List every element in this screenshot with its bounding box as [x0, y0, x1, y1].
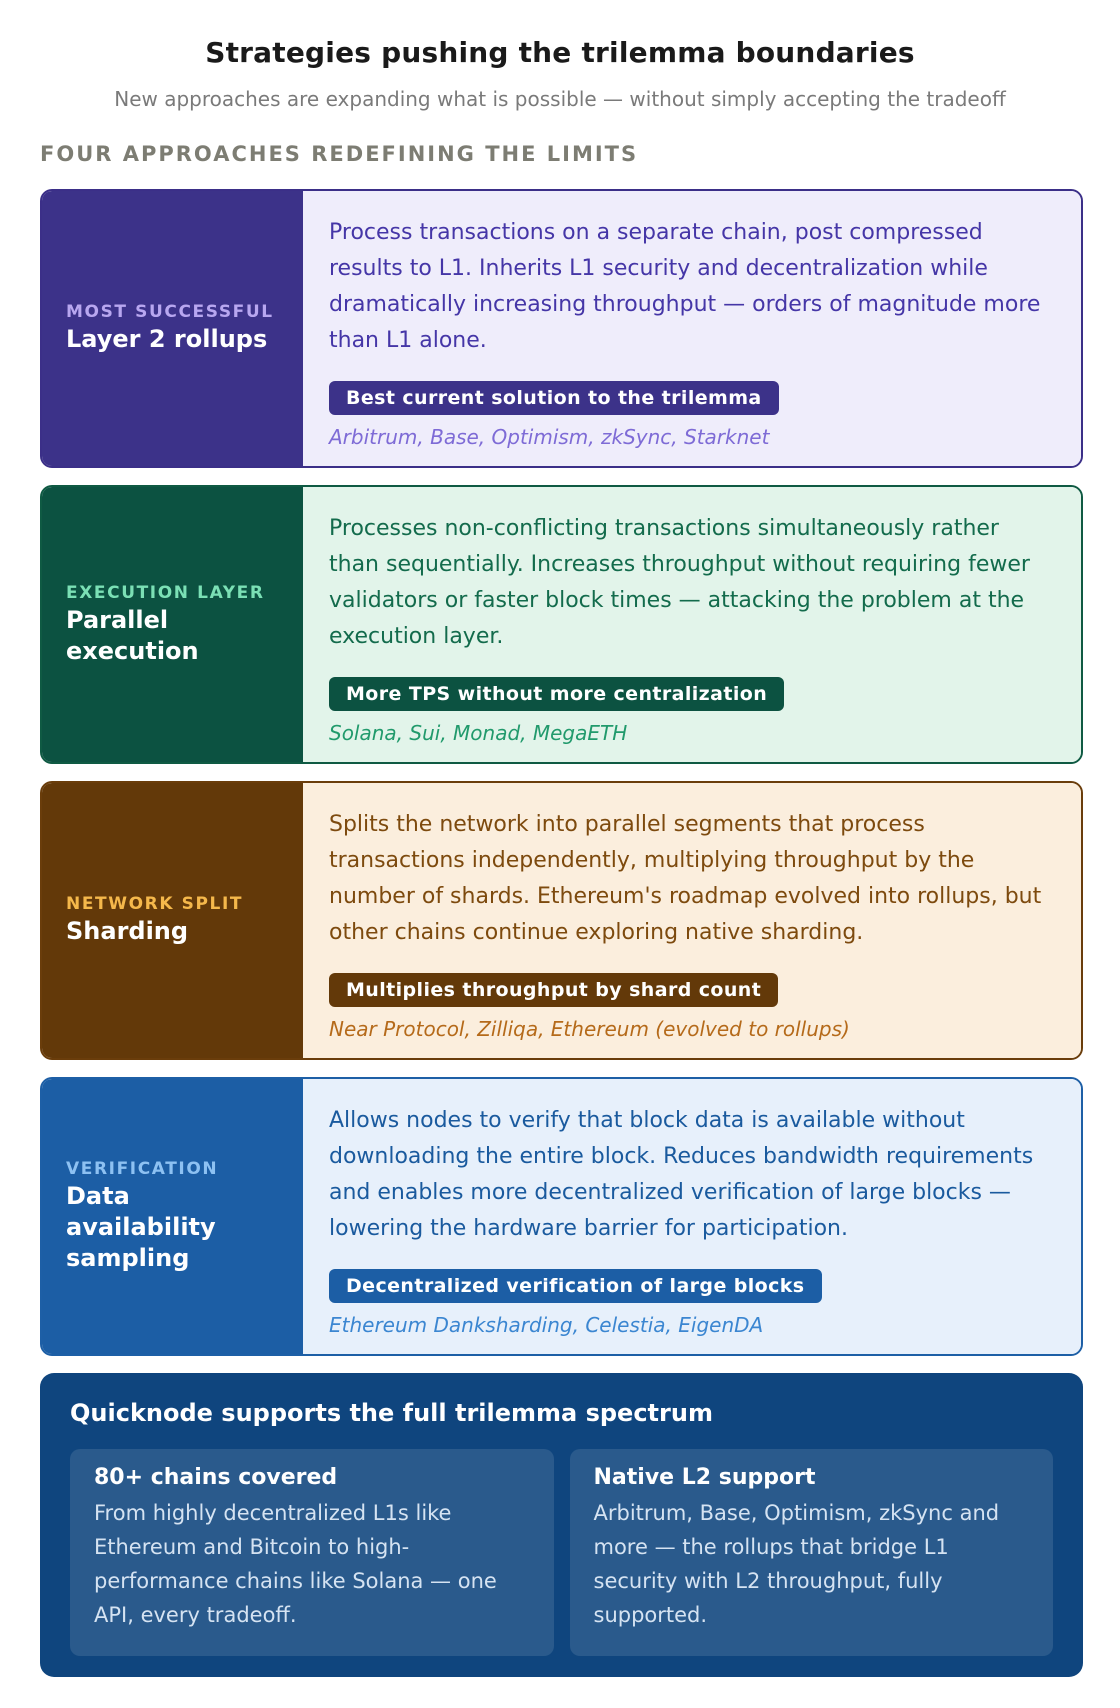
card-badge: Decentralized verification of large blocks	[329, 1269, 822, 1303]
page-subtitle: New approaches are expanding what is possible — without simply accepting the tradeoff	[114, 87, 1006, 111]
card-examples: Solana, Sui, Monad, MegaETH	[329, 721, 628, 745]
support-column-title: 80+ chains covered	[94, 1465, 338, 1490]
card-description: Splits the network into parallel segments that process transactions independently, multiplying throughput by the number of shards. Ethereum's roadmap evolved into rollups, but other chains continue exploring native sharding.	[329, 812, 1042, 945]
card-examples: Near Protocol, Zilliqa, Ethereum (evolved to rollups)	[329, 1017, 850, 1041]
card-layer2-rollups	[40, 189, 1083, 468]
card-side-panel	[42, 191, 303, 466]
card-tag: VERIFICATION	[66, 1159, 219, 1179]
support-column-chains	[70, 1449, 554, 1656]
card-name: Parallel execution	[66, 605, 199, 665]
card-description: Processes non-conflicting transactions simultaneously rather than sequentially. Increases throughput without requiring fewer validators or faster block times — attacking the problem at the execution layer.	[329, 516, 1030, 649]
card-badge: More TPS without more centralization	[329, 677, 784, 711]
card-tag: MOST SUCCESSFUL	[66, 302, 274, 322]
card-data-availability-sampling	[40, 1077, 1083, 1356]
support-column-text: From highly decentralized L1s like Ethereum and Bitcoin to high-performance chains like Solana — one API, every tradeoff.	[94, 1501, 497, 1627]
support-column-text: Arbitrum, Base, Optimism, zkSync and more — the rollups that bridge L1 security with L2 throughput, fully supported.	[593, 1501, 1000, 1627]
card-tag: NETWORK SPLIT	[66, 894, 244, 914]
card-description: Allows nodes to verify that block data is available without downloading the entire block. Reduces bandwidth requirements and enables more decentralized verification of large blocks — lowering the hardware barrier for participation.	[329, 1108, 1034, 1241]
card-side-panel	[42, 1079, 303, 1354]
card-badge: Best current solution to the trilemma	[329, 381, 779, 415]
support-title: Quicknode supports the full trilemma spectrum	[70, 1399, 713, 1427]
support-column-title: Native L2 support	[593, 1465, 816, 1490]
card-name: Sharding	[66, 917, 189, 945]
card-body	[303, 487, 1081, 762]
card-body	[303, 1079, 1081, 1354]
card-side-panel	[42, 487, 303, 762]
support-panel	[40, 1373, 1083, 1677]
card-name: Data availability sampling	[66, 1182, 216, 1272]
card-parallel-execution	[40, 485, 1083, 764]
section-label: FOUR APPROACHES REDEFINING THE LIMITS	[40, 142, 639, 166]
card-body	[303, 783, 1081, 1058]
card-examples: Arbitrum, Base, Optimism, zkSync, Starknet	[329, 425, 770, 449]
card-name: Layer 2 rollups	[66, 325, 268, 353]
card-tag: EXECUTION LAYER	[66, 582, 265, 603]
card-examples: Ethereum Danksharding, Celestia, EigenDA	[329, 1313, 764, 1337]
card-sharding	[40, 781, 1083, 1060]
support-columns	[70, 1449, 1053, 1656]
card-badge: Multiplies throughput by shard count	[329, 973, 778, 1007]
card-body	[303, 191, 1081, 466]
card-description: Process transactions on a separate chain, post compressed results to L1. Inherits L1 security and decentralization while dramatically increasing throughput — orders of magnitude more than L1 alone.	[329, 220, 1041, 353]
card-side-panel	[42, 783, 303, 1058]
page-header	[0, 36, 1120, 111]
support-column-l2	[570, 1449, 1054, 1656]
page-title: Strategies pushing the trilemma boundaries	[205, 36, 915, 69]
